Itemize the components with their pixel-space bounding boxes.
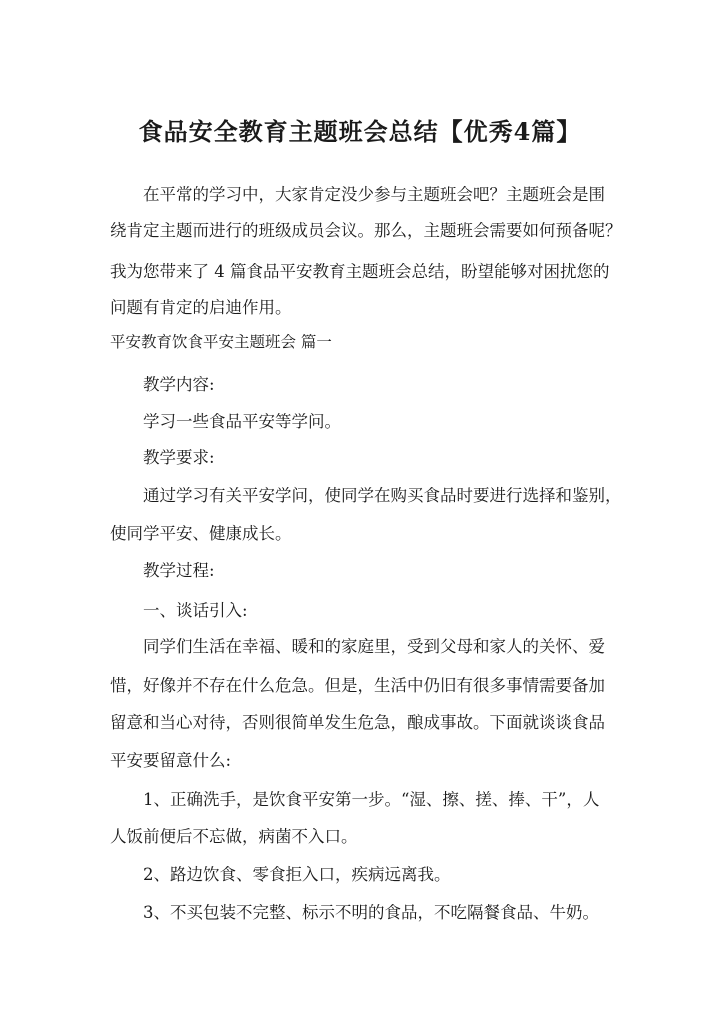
document-title: 食品安全教育主题班会总结【优秀4篇】 [138, 117, 582, 146]
step-one-line-4: 平安要留意什么: [110, 751, 232, 770]
teaching-requirement-line-1: 通过学习有关平安学问，使同学在购买食品时要进行选择和鉴别， [143, 486, 622, 505]
point-1-line-2: 人饭前便后不忘做，病菌不入口。 [110, 827, 358, 846]
teaching-process-label: 教学过程: [143, 561, 215, 580]
teaching-requirement-label: 教学要求: [143, 448, 215, 467]
teaching-content-text: 学习一些食品平安等学问。 [143, 412, 341, 431]
step-one-line-2: 惜，好像并不存在什么危急。但是，生活中仍旧有很多事情需要备加 [110, 676, 605, 695]
step-one-line-1: 同学们生活在幸福、暖和的家庭里，受到父母和家人的关怀、爱 [143, 637, 605, 656]
teaching-requirement-line-2: 使同学平安、健康成长。 [110, 524, 292, 543]
intro-line-3: 我为您带来了 4 篇食品平安教育主题班会总结，盼望能够对困扰您的 [110, 262, 610, 281]
step-one-label: 一、谈话引入: [143, 601, 248, 620]
teaching-content-label: 教学内容: [143, 375, 215, 394]
intro-line-2: 绕肯定主题而进行的班级成员会议。那么，主题班会需要如何预备呢？ [110, 221, 622, 240]
point-1-line-1: 1、正确洗手，是饮食平安第一步。“湿、擦、搓、捧、干”，人 [143, 790, 600, 809]
step-one-line-3: 留意和当心对待，否则很简单发生危急，酿成事故。下面就谈谈食品 [110, 713, 605, 732]
point-3: 3、不买包装不完整、标示不明的食品，不吃隔餐食品、牛奶。 [143, 903, 599, 922]
intro-line-4: 问题有肯定的启迪作用。 [110, 298, 292, 317]
point-2: 2、路边饮食、零食拒入口，疾病远离我。 [143, 865, 451, 884]
intro-line-1: 在平常的学习中，大家肯定没少参与主题班会吧？主题班会是围 [143, 185, 605, 204]
section-heading: 平安教育饮食平安主题班会 篇一 [110, 333, 332, 351]
